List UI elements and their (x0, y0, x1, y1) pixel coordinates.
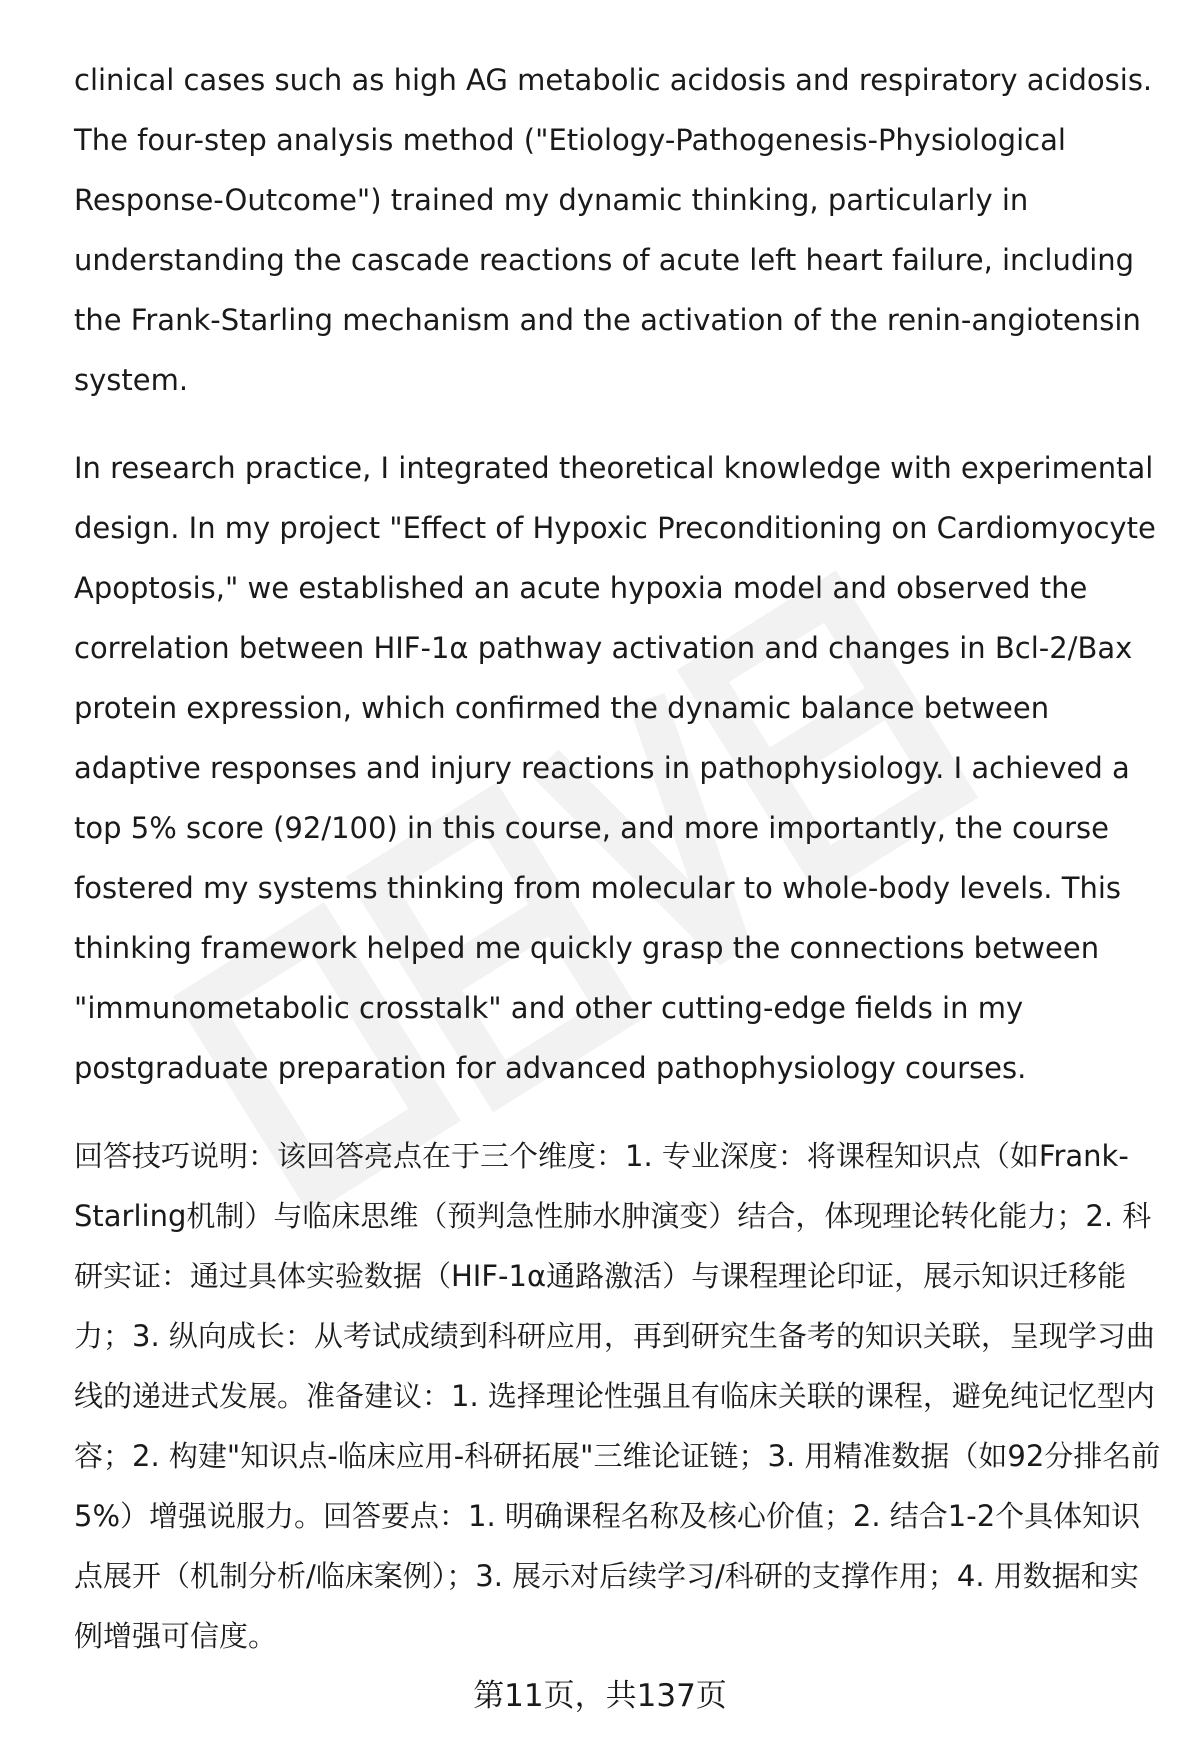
page-number: 第11页，共137页 (473, 1678, 727, 1714)
paragraph-research-practice: In research practice, I integrated theoretical knowledge with experimental design. In my project "Effect of Hypoxic Preconditioning on Cardiomyocyte Apoptosis," we established an acute hypoxia model and observed the correlation between HIF-1α pathway activation and changes in Bcl-2/Bax protein expression, which confirmed the dynamic balance between adaptive responses and injury reactions in pathophysiology. I achieved a top 5% score (92/100) in this course, and more importantly, the course fostered my systems thinking from molecular to whole-body levels. This thinking framework helped me quickly grasp the connections between "immunometabolic crosstalk" and other cutting-edge fields in my postgraduate preparation for advanced pathophysiology courses. (74, 451, 1156, 1085)
document-body (74, 50, 1164, 1666)
paragraph-answer-tips: 回答技巧说明：该回答亮点在于三个维度：1. 专业深度：将课程知识点（如Frank-Starling机制）与临床思维（预判急性肺水肿演变）结合，体现理论转化能力；2. 科研实证：通过具体实验数据（HIF-1α通路激活）与课程理论印证，展示知识迁移能力；3. 纵向成长：从考试成绩到科研应用，再到研究生备考的知识关联，呈现学习曲线的递进式发展。准备建议：1. 选择理论性强且有临床关联的课程，避免纯记忆型内容；2. 构建"知识点-临床应用-科研拓展"三维论证链；3. 用精准数据（如92分排名前5%）增强说服力。回答要点：1. 明确课程名称及核心价值；2. 结合1-2个具体知识点展开（机制分析/临床案例）；3. 展示对后续学习/科研的支撑作用；4. 用数据和实例增强可信度。 (74, 1139, 1161, 1653)
paragraph-course-analysis: clinical cases such as high AG metabolic acidosis and respiratory acidosis. The four-step analysis method ("Etiology-Pathogenesis-Physiological Response-Outcome") trained my dynamic thinking, particularly in understanding the cascade reactions of acute left heart failure, including the Frank-Starling mechanism and the activation of the renin-angiotensin system. (74, 63, 1153, 397)
